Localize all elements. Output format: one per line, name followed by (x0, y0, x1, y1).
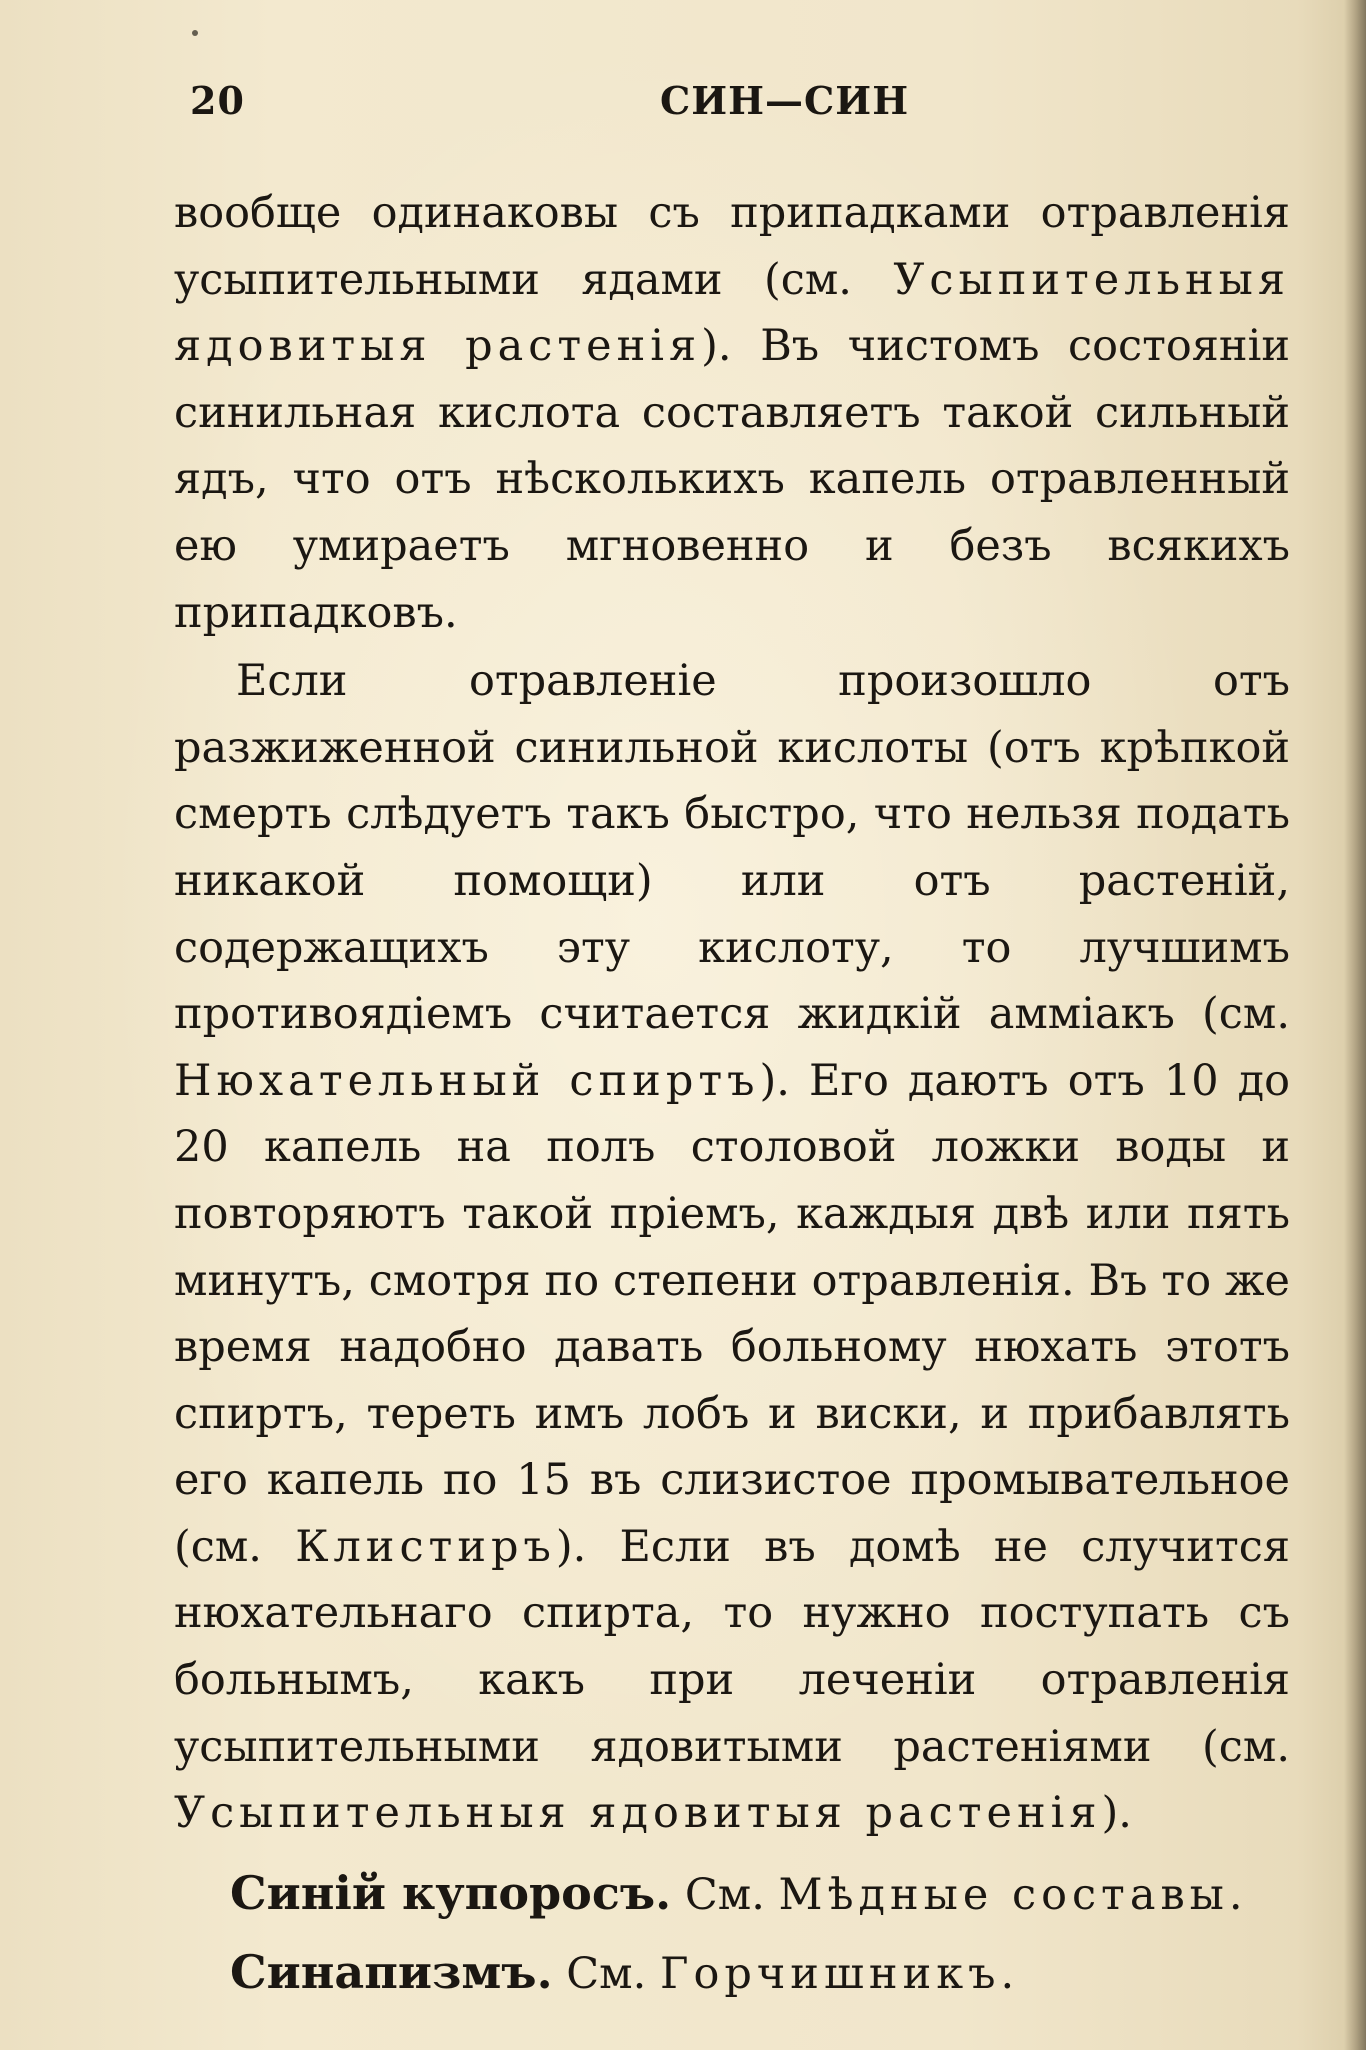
paragraph-1-text-b: ). Въ чистомъ состояніи синильная кислота составляетъ такой сильный ядъ, что отъ нѣсколькихъ капель отравленный ею умираетъ мгновенно и безъ всякихъ припадковъ. (174, 321, 1290, 638)
body-text (174, 180, 1290, 2013)
paragraph-2-text-c: ). Если въ домѣ не случится нюхательнаго спирта, то нужно поступать съ больнымъ, какъ при леченіи отравленія усыпительными ядовитыми растеніями (см. (174, 1521, 1290, 1772)
page-number: 20 (190, 78, 245, 123)
paragraph-1-text-a: вообще одинаковы съ припадками отравленія усыпительными ядами (см. (174, 188, 1290, 305)
page-header (190, 78, 1290, 138)
entry-see: См. (552, 1948, 660, 1999)
print-speck (192, 30, 198, 36)
cross-reference: Клистиръ (295, 1521, 556, 1572)
paragraph-2-text-d: ). (1101, 1788, 1132, 1839)
paragraph-2-text-b: ). Его даютъ отъ 10 до 20 капель на полъ столовой ложки воды и повторяютъ такой пріемъ, каждыя двѣ или пять минутъ, смотря по степени отравленія. Въ то же время надобно давать больному нюхать этотъ спиртъ, тереть имъ лобъ и виски, и прибавлять его капель по 15 въ слизистое промывательное (см. (174, 1055, 1290, 1572)
running-head: СИН—СИН (660, 78, 910, 123)
dictionary-entry (174, 1855, 1290, 1934)
paragraph-2 (174, 648, 1290, 1847)
cross-reference: Усыпительныя ядовитыя растенія (174, 254, 1290, 372)
entry-headword: Синапизмъ. (230, 1944, 553, 1999)
cross-reference: Горчишникъ (659, 1948, 1001, 1999)
cross-reference: Мѣдные составы (778, 1869, 1229, 1920)
page-edge-shadow (1344, 0, 1366, 2050)
entry-see: См. (671, 1869, 779, 1920)
entry-end: . (1228, 1869, 1243, 1920)
entry-end: . (1000, 1948, 1015, 1999)
paragraph-2-text-a: Если отравленіе произошло отъ разжиженной синильной кислоты (отъ крѣпкой смерть слѣдуетъ такъ быстро, что нельзя подать никакой помощи) или отъ растеній, содержащихъ эту кислоту, то лучшимъ противоядіемъ считается жидкій амміакъ (см. (174, 656, 1290, 1040)
entry-headword: Синій купоросъ. (230, 1865, 672, 1920)
paragraph-1 (174, 180, 1290, 646)
cross-reference: Усыпительныя ядовитыя растенія (174, 1788, 1102, 1839)
dictionary-entry (174, 1934, 1290, 2013)
cross-reference: Нюхательный спиртъ (174, 1055, 760, 1106)
